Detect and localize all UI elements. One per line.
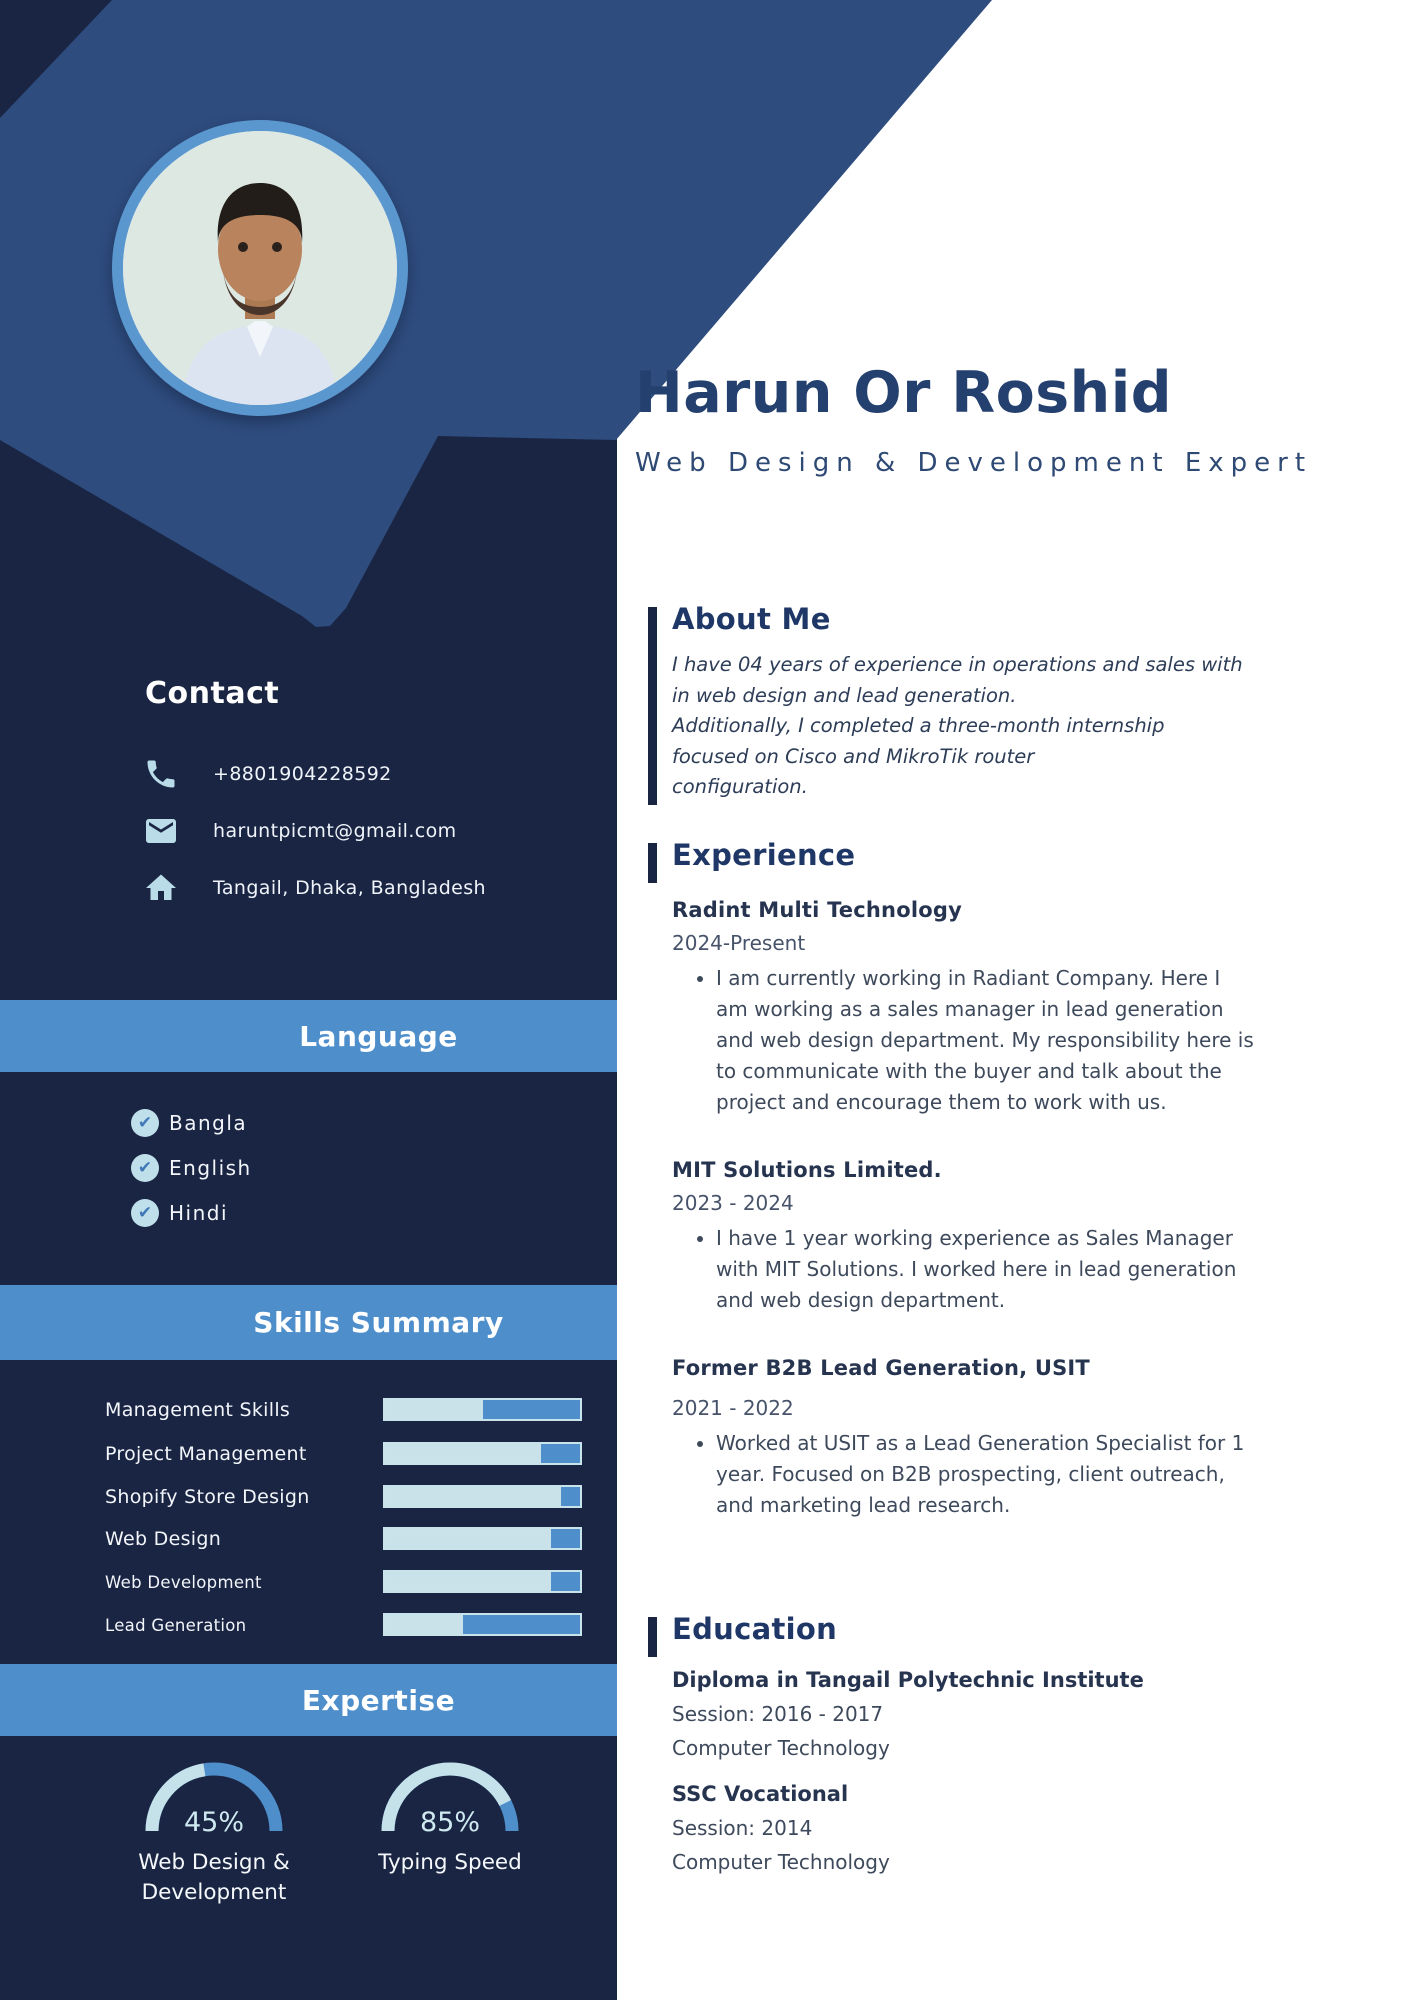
education-major: Computer Technology bbox=[672, 1736, 890, 1760]
skill-label: Web Development bbox=[105, 1572, 262, 1592]
education-session: Session: 2016 - 2017 bbox=[672, 1702, 884, 1726]
skill-bar bbox=[383, 1570, 582, 1593]
education-heading: Education bbox=[672, 1612, 838, 1646]
experience-section bbox=[648, 838, 1254, 1521]
about-section bbox=[648, 602, 1243, 803]
section-bar bbox=[648, 843, 657, 883]
job-bullet: • Worked at USIT as a Lead Generation Specialist for 1 year. Focused on B2B prospecting, client outreach, and marketing lead research. bbox=[716, 1428, 1254, 1521]
skill-row bbox=[105, 1442, 585, 1466]
job-period: 2024-Present bbox=[672, 931, 806, 955]
portrait-illustration bbox=[123, 131, 397, 405]
education-degree: SSC Vocational bbox=[672, 1782, 849, 1806]
contact-row-email bbox=[143, 809, 583, 853]
gauge-value: 85% bbox=[419, 1807, 480, 1838]
skill-row bbox=[105, 1613, 585, 1637]
name-block bbox=[635, 360, 1312, 478]
job-entry bbox=[672, 898, 1254, 1118]
expertise-heading: Expertise bbox=[301, 1683, 456, 1717]
job-period: 2021 - 2022 bbox=[672, 1396, 794, 1420]
job-bullet: • I have 1 year working experience as Sales Manager with MIT Solutions. I worked here in lead generation and web design department. bbox=[716, 1223, 1254, 1316]
person-title: Web Design & Development Expert bbox=[635, 448, 1313, 478]
job-period: 2023 - 2024 bbox=[672, 1191, 794, 1215]
contact-email: haruntpicmt@gmail.com bbox=[213, 820, 457, 842]
language-banner bbox=[0, 1000, 617, 1072]
language-label: Hindi bbox=[169, 1201, 229, 1225]
skill-label: Project Management bbox=[105, 1443, 307, 1465]
skills-heading: Skills Summary bbox=[253, 1306, 504, 1339]
skill-bar-fill bbox=[385, 1400, 483, 1419]
education-major: Computer Technology bbox=[672, 1850, 890, 1874]
education-entry bbox=[672, 1668, 1144, 1760]
contact-phone: +8801904228592 bbox=[213, 763, 392, 785]
job-entry bbox=[672, 1356, 1254, 1521]
education-session: Session: 2014 bbox=[672, 1816, 813, 1840]
section-bar bbox=[648, 607, 657, 805]
education-degree: Diploma in Tangail Polytechnic Institute bbox=[672, 1668, 1144, 1692]
gauge-web-design bbox=[141, 1760, 287, 1838]
education-entry bbox=[672, 1782, 1144, 1874]
skill-row bbox=[105, 1485, 585, 1509]
skill-label: Web Design bbox=[105, 1528, 222, 1550]
gauge-label-web-design: Web Design & Development bbox=[138, 1850, 290, 1905]
check-icon: ✔ bbox=[131, 1109, 159, 1137]
language-heading: Language bbox=[299, 1019, 458, 1053]
email-icon bbox=[143, 813, 189, 849]
skill-bar bbox=[383, 1527, 582, 1550]
skill-bar-fill bbox=[385, 1615, 463, 1634]
language-item bbox=[131, 1105, 247, 1141]
check-icon: ✔ bbox=[131, 1199, 159, 1227]
job-company: MIT Solutions Limited. bbox=[672, 1158, 942, 1182]
skill-label: Lead Generation bbox=[105, 1615, 247, 1635]
gauge-typing-speed bbox=[377, 1760, 523, 1838]
about-text: I have 04 years of experience in operations and sales with in web design and lead generation. Additionally, I completed a three-month internship focused on Cisco and MikroTik router configuration. bbox=[672, 653, 1243, 798]
skill-bar bbox=[383, 1442, 582, 1465]
skill-bar bbox=[383, 1398, 582, 1421]
section-bar bbox=[648, 1617, 657, 1657]
skill-label: Management Skills bbox=[105, 1399, 291, 1421]
skill-bar bbox=[383, 1613, 582, 1636]
job-entry bbox=[672, 1158, 1254, 1316]
skill-label: Shopify Store Design bbox=[105, 1486, 310, 1508]
check-icon: ✔ bbox=[131, 1154, 159, 1182]
language-label: English bbox=[169, 1156, 252, 1180]
language-item bbox=[131, 1195, 228, 1231]
contact-location: Tangail, Dhaka, Bangladesh bbox=[213, 877, 486, 899]
home-icon bbox=[143, 870, 189, 906]
expertise-banner bbox=[0, 1664, 617, 1736]
gauge-label-typing-speed: Typing Speed bbox=[378, 1850, 522, 1875]
profile-photo-ring bbox=[112, 120, 408, 416]
skills-banner bbox=[0, 1285, 617, 1360]
job-bullets bbox=[672, 963, 1254, 1118]
education-section bbox=[648, 1612, 1144, 1874]
main-column bbox=[617, 0, 1414, 2000]
phone-icon bbox=[143, 756, 189, 792]
job-bullet: • I am currently working in Radiant Company. Here I am working as a sales manager in lead generation and web design department. My responsibility here is to communicate with the buyer and talk about the project and encourage them to work with us. bbox=[716, 963, 1254, 1118]
skill-bar-fill bbox=[385, 1487, 561, 1506]
contact-row-phone bbox=[143, 752, 583, 796]
contact-row-location bbox=[143, 866, 583, 910]
skill-row bbox=[105, 1570, 585, 1594]
gauge-value: 45% bbox=[183, 1807, 244, 1838]
job-company: Radint Multi Technology bbox=[672, 898, 962, 922]
job-bullets bbox=[672, 1223, 1254, 1316]
skill-bar bbox=[383, 1485, 582, 1508]
language-item bbox=[131, 1150, 252, 1186]
job-company: Former B2B Lead Generation, USIT bbox=[672, 1356, 1090, 1380]
skill-row bbox=[105, 1398, 585, 1422]
contact-heading: Contact bbox=[145, 676, 280, 711]
experience-heading: Experience bbox=[672, 838, 856, 872]
job-bullets bbox=[672, 1428, 1254, 1521]
about-heading: About Me bbox=[672, 602, 831, 636]
skill-bar-fill bbox=[385, 1529, 551, 1548]
skill-bar-fill bbox=[385, 1444, 541, 1463]
skill-bar-fill bbox=[385, 1572, 551, 1591]
language-label: Bangla bbox=[169, 1111, 248, 1135]
person-name: Harun Or Roshid bbox=[635, 360, 1173, 426]
skill-row bbox=[105, 1527, 585, 1551]
profile-photo bbox=[123, 131, 397, 405]
